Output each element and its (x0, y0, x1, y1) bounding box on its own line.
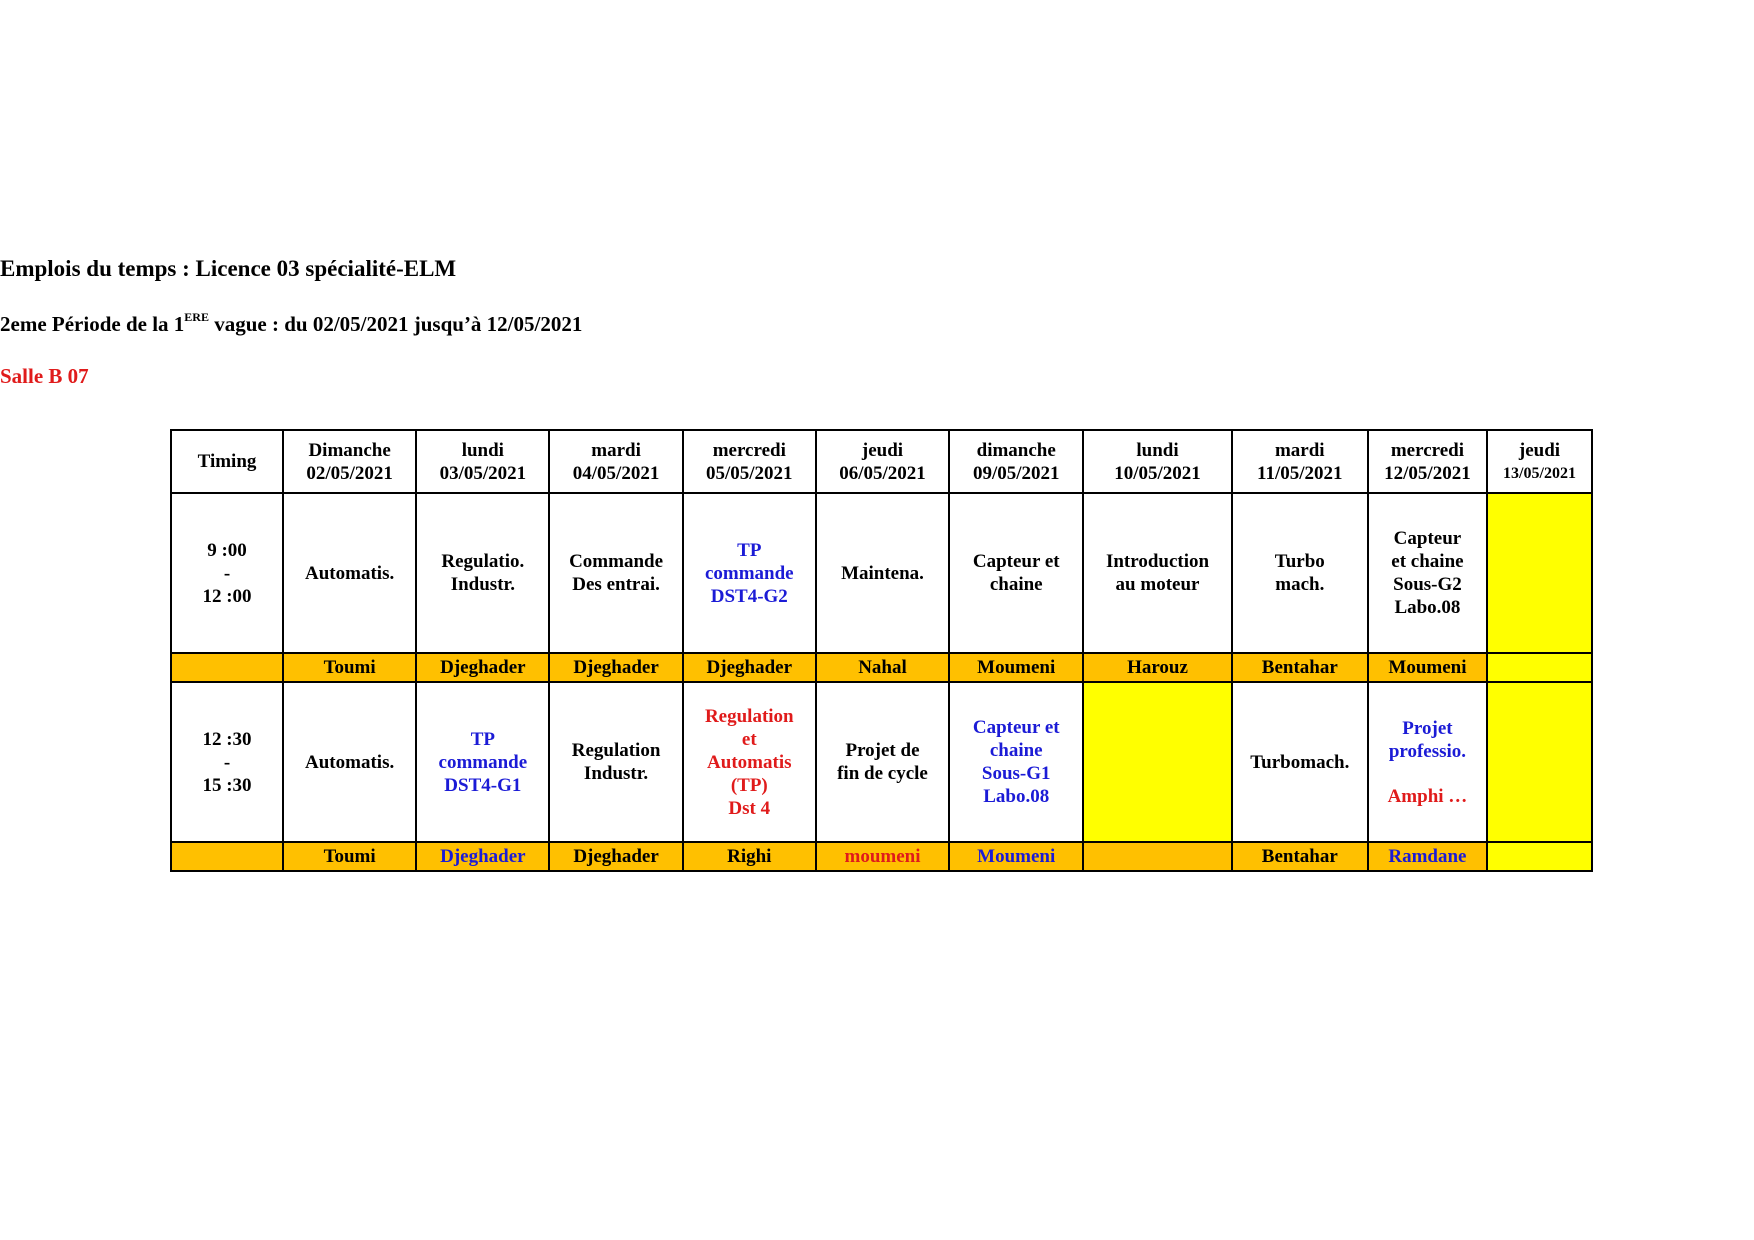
teacher-cell (1083, 842, 1231, 871)
room-label: Salle B 07 (0, 364, 89, 388)
day-date: 02/05/2021 (306, 462, 393, 484)
slot-row-morning (171, 493, 1592, 653)
day-date: 04/05/2021 (572, 462, 660, 484)
day-header (1487, 430, 1592, 493)
day-date: 06/05/2021 (839, 462, 926, 484)
day-date: 09/05/2021 (972, 462, 1060, 484)
course-line: TP (470, 728, 495, 750)
day-header (949, 430, 1083, 493)
day-header (1232, 430, 1368, 493)
course-cell (816, 682, 949, 842)
course-cell (1368, 682, 1487, 842)
teacher-cell: Ramdane (1368, 842, 1487, 871)
teacher-cell-empty (1487, 842, 1592, 871)
teacher-cell: Djeghader (683, 653, 816, 682)
time-cell (171, 493, 283, 653)
teacher-cell: Toumi (283, 653, 416, 682)
course-line: commande (438, 751, 528, 773)
time-cell (171, 682, 283, 842)
teacher-cell: Djeghader (549, 653, 682, 682)
day-date: 10/05/2021 (1114, 462, 1201, 484)
slot-row-afternoon (171, 682, 1592, 842)
time-dash: - (223, 751, 231, 773)
course-line: au moteur (1115, 574, 1200, 595)
course-cell (683, 493, 816, 653)
day-name: mercredi (712, 439, 786, 461)
course-cell (1368, 493, 1487, 653)
course-line: Dst 4 (728, 797, 771, 819)
course-line: DST4-G2 (710, 585, 788, 607)
teacher-row-afternoon (171, 842, 1592, 871)
spacer (1371, 763, 1484, 785)
course-line: Capteur (1393, 528, 1462, 549)
course-line: Automatis (707, 751, 792, 773)
course-line: professio. (1388, 740, 1467, 762)
course-cell (416, 493, 549, 653)
day-name: mardi (1274, 439, 1325, 461)
course-cell (949, 682, 1083, 842)
course-line: (TP) (730, 774, 768, 796)
course-cell (283, 493, 416, 653)
day-name: dimanche (976, 439, 1056, 461)
timetable (170, 429, 1593, 872)
course-cell (283, 682, 416, 842)
teacher-cell: Moumeni (1368, 653, 1487, 682)
header-row (171, 430, 1592, 493)
course-cell (416, 682, 549, 842)
course-line: DST4-G1 (444, 774, 522, 796)
course-line: Labo.08 (983, 786, 1050, 807)
course-line: Automatis. (305, 562, 395, 584)
course-line: chaine (989, 740, 1043, 761)
empty-slot-cell (1487, 682, 1592, 842)
teacher-cell: Toumi (283, 842, 416, 871)
day-header (283, 430, 416, 493)
teacher-cell: Righi (683, 842, 816, 871)
course-line: Regulatio. (441, 551, 525, 572)
day-date: 12/05/2021 (1384, 462, 1471, 484)
course-line: et chaine (1391, 551, 1464, 572)
course-line: Industr. (450, 574, 515, 595)
teacher-cell: Nahal (816, 653, 949, 682)
time-start: 12 :30 (202, 728, 252, 750)
course-cell (1232, 682, 1368, 842)
timing-header: Timing (171, 430, 283, 493)
course-line: et (741, 728, 757, 750)
time-end: 12 :00 (202, 585, 252, 607)
course-line: Capteur et (972, 551, 1060, 572)
teacher-cell-empty (1487, 653, 1592, 682)
day-name: jeudi (1518, 439, 1561, 461)
day-name: mercredi (1390, 439, 1465, 461)
day-date: 05/05/2021 (706, 462, 793, 484)
course-cell (816, 493, 949, 653)
empty-slot-cell (1487, 493, 1592, 653)
day-header (816, 430, 949, 493)
course-line: commande (704, 562, 794, 584)
teacher-cell: Bentahar (1232, 842, 1368, 871)
course-line: Sous-G1 (981, 763, 1051, 784)
subtitle-superscript: ERE (184, 310, 209, 324)
course-line: Commande (569, 551, 664, 572)
teacher-cell: Djeghader (549, 842, 682, 871)
teacher-cell (171, 842, 283, 871)
teacher-cell: Djeghader (416, 653, 549, 682)
course-line: Projet (1402, 717, 1453, 739)
day-date: 13/05/2021 (1503, 464, 1576, 482)
course-line: mach. (1275, 574, 1325, 595)
teacher-cell: Moumeni (949, 842, 1083, 871)
course-cell (1083, 493, 1231, 653)
subtitle-prefix: 2eme Période de la 1 (0, 312, 185, 336)
time-start: 9 :00 (207, 539, 247, 561)
course-line: Des entrai. (572, 574, 660, 595)
course-line: Industr. (583, 763, 649, 784)
period-subtitle (0, 312, 1754, 337)
course-line: Labo.08 (1394, 597, 1461, 618)
teacher-row-morning (171, 653, 1592, 682)
teacher-cell: Moumeni (949, 653, 1083, 682)
course-line: Turbo (1274, 551, 1325, 572)
course-cell (549, 682, 682, 842)
course-cell (949, 493, 1083, 653)
empty-slot-cell (1083, 682, 1231, 842)
course-line: Automatis. (305, 751, 395, 773)
page-title: Emplois du temps : Licence 03 spécialité-ELM (0, 256, 457, 281)
day-date: 11/05/2021 (1257, 462, 1343, 484)
course-line: Turbomach. (1250, 751, 1350, 773)
day-name: jeudi (861, 439, 904, 461)
day-header (1083, 430, 1231, 493)
teacher-cell: Bentahar (1232, 653, 1368, 682)
subtitle-suffix: vague : du 02/05/2021 jusqu’à 12/05/2021 (208, 312, 583, 336)
course-line: Projet de (845, 740, 920, 761)
course-cell (1232, 493, 1368, 653)
time-end: 15 :30 (202, 774, 252, 796)
day-name: lundi (461, 439, 504, 461)
day-header (1368, 430, 1487, 493)
amphi-label: Amphi … (1387, 785, 1468, 807)
day-header (683, 430, 816, 493)
teacher-cell: Harouz (1083, 653, 1231, 682)
course-cell (549, 493, 682, 653)
course-line: TP (737, 539, 762, 561)
course-line: Introduction (1105, 551, 1210, 572)
teacher-cell: moumeni (816, 842, 949, 871)
course-line: fin de cycle (837, 763, 928, 784)
course-line: Capteur et (972, 717, 1060, 738)
course-line: Sous-G2 (1393, 574, 1462, 595)
teacher-cell (171, 653, 283, 682)
course-line: Regulation (571, 740, 661, 761)
day-name: Dimanche (308, 439, 391, 461)
course-line: Maintena. (841, 562, 924, 584)
course-line: chaine (989, 574, 1043, 595)
day-name: mardi (591, 439, 641, 461)
teacher-cell: Djeghader (416, 842, 549, 871)
day-header (416, 430, 549, 493)
day-date: 03/05/2021 (439, 462, 527, 484)
time-dash: - (223, 562, 231, 584)
course-line: Regulation (704, 705, 794, 727)
day-name: lundi (1136, 439, 1179, 461)
course-cell (683, 682, 816, 842)
day-header (549, 430, 682, 493)
